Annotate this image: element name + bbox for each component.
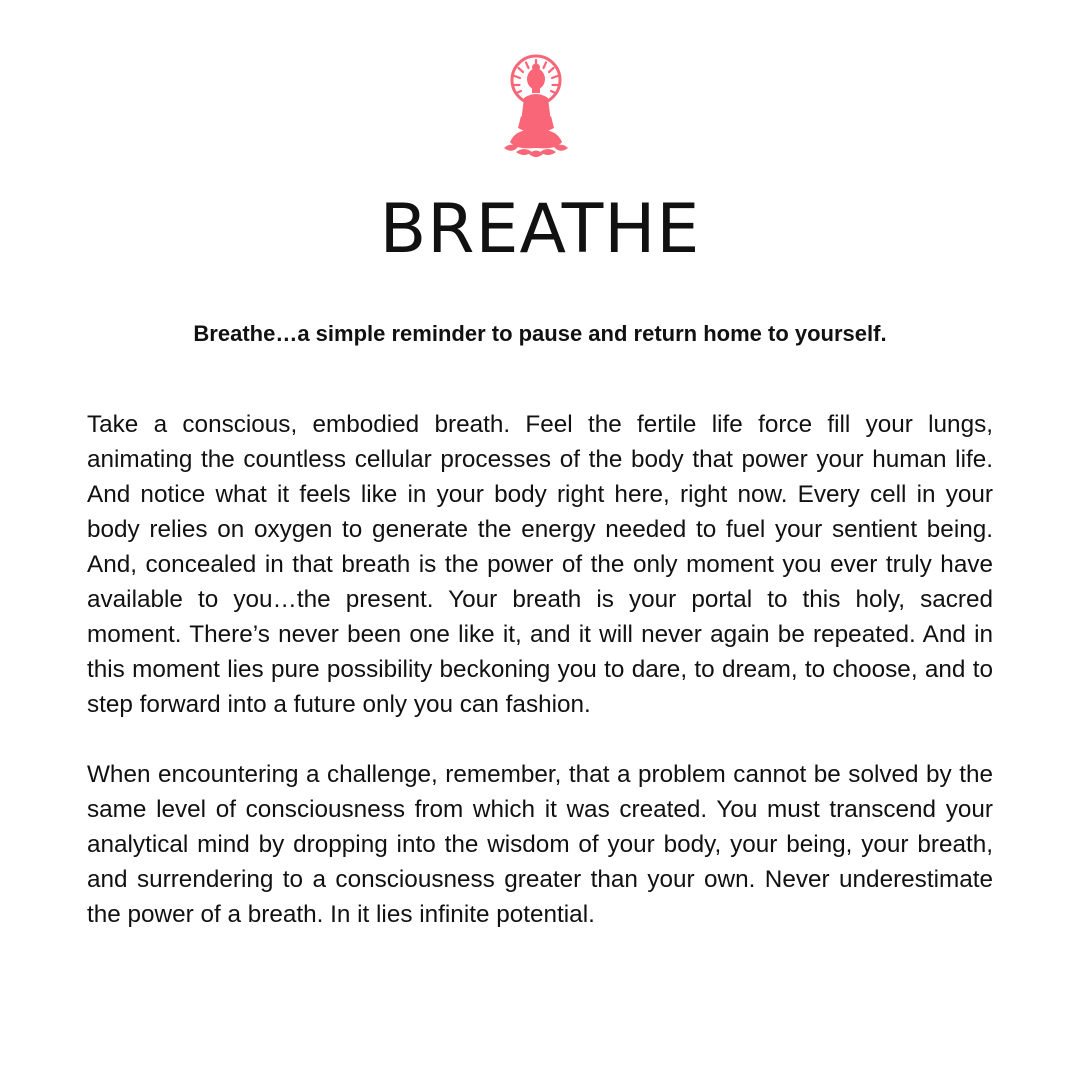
- paragraph: Take a conscious, embodied breath. Feel the fertile life force fill your lungs, animating the countless cellular processes of the body that power your human life. And notice what it feels like in your body right here, right now. Every cell in your body relies on oxygen to generate the energy needed to fuel your sentient being. And, concealed in that breath is the power of the only moment you ever truly have available to you…the present. Your breath is your portal to this holy, sacred moment. There’s never been one like it, and it will never again be repeated. And in this moment lies pure possibility beckoning you to dare, to dream, to choose, and to step forward into a future only you can fashion.: [87, 411, 993, 718]
- body-text: [87, 407, 993, 967]
- meditating-figure-icon: [498, 54, 574, 160]
- page-title: BREATHE: [379, 190, 701, 269]
- subtitle: Breathe…a simple reminder to pause and return home to yourself.: [193, 321, 887, 346]
- paragraph: When encountering a challenge, remember, that a problem cannot be solved by the same level of consciousness from which it was created. You must transcend your analytical mind by dropping into the wisdom of your body, your being, your breath, and surrendering to a consciousness greater than your own. Never underestimate the power of a breath. In it lies infinite potential.: [87, 761, 993, 928]
